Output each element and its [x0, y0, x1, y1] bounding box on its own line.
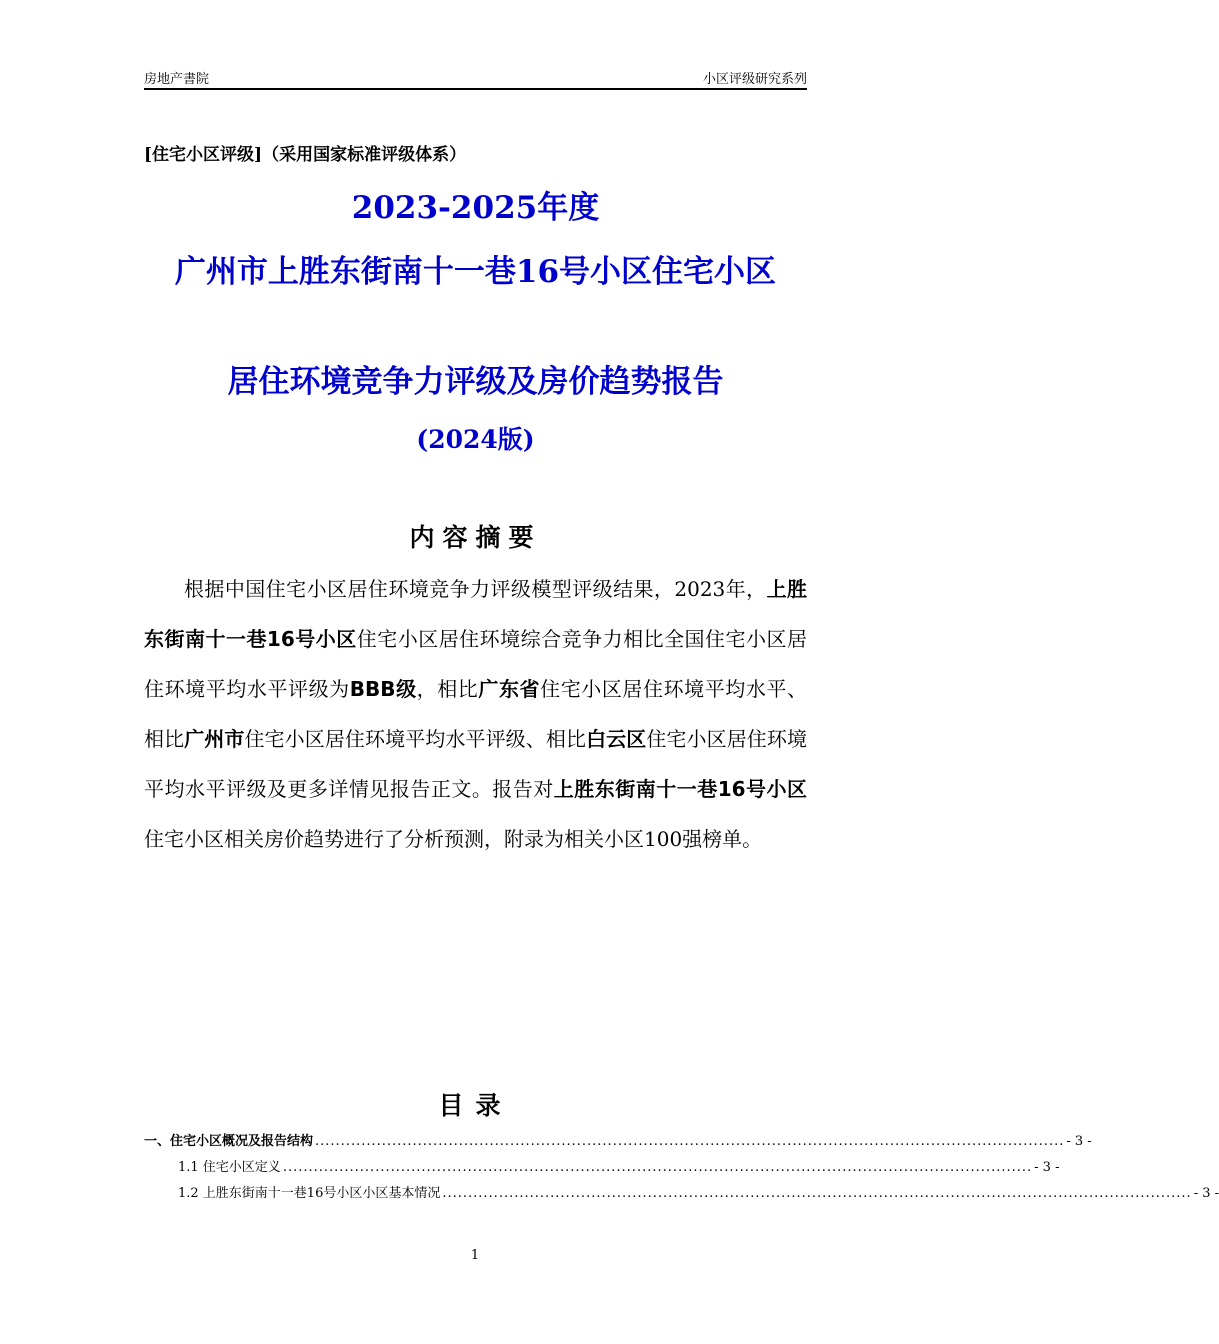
abstract-text: 住宅小区居住环境平均水平评级及更多详情见报告正文。报告对: [144, 727, 807, 801]
abstract-text: 住宅小区居住环境综合竞争力相比全国住宅小区居住环境平均水平评级为: [144, 627, 808, 701]
page-header: [144, 66, 807, 88]
toc-entry[interactable]: [144, 1130, 1092, 1156]
toc-leader: ..................................................................................................................................................: [442, 1186, 1192, 1201]
rating-grade: BBB级: [349, 677, 417, 701]
toc-entry-label: 1.2 上胜东街南十一巷16号小区小区基本情况: [178, 1186, 441, 1201]
abstract-highlight: 上胜东街南十一巷16号小区: [553, 777, 807, 801]
abstract-text: 根据中国住宅小区居住环境竞争力评级模型评级结果，2023年，: [184, 577, 767, 601]
report-category-tag: [住宅小区评级]（采用国家标准评级体系）: [144, 145, 467, 165]
toc-entry[interactable]: [144, 1156, 1060, 1182]
toc-entry-label: 一、住宅小区概况及报告结构: [144, 1134, 314, 1149]
table-of-contents: [144, 1130, 1219, 1208]
abstract-text: 住宅小区居住环境平均水平评级、相比: [244, 727, 587, 751]
abstract-text: 住宅小区居住环境平均水平、相比: [144, 677, 808, 751]
toc-entry[interactable]: [144, 1182, 1219, 1208]
toc-leader: ..................................................................................................................................................: [282, 1160, 1033, 1175]
toc-entry-label: 1.1 住宅小区定义: [178, 1160, 281, 1175]
publisher-name: 房地产書院: [144, 72, 210, 87]
abstract-highlight: 广东省: [478, 677, 541, 701]
report-title-edition: (2024版): [416, 425, 535, 454]
toc-leader: ..................................................................................................................................................: [315, 1134, 1065, 1149]
abstract-body: [144, 564, 807, 864]
abstract-highlight: 白云区: [586, 727, 647, 751]
abstract-text: ，相比: [416, 677, 479, 701]
report-title-topic: 居住环境竞争力评级及房价趋势报告: [227, 364, 724, 400]
abstract-highlight: 广州市: [184, 727, 245, 751]
toc-entry-page: - 3 -: [1193, 1186, 1219, 1201]
abstract-text: 住宅小区相关房价趋势进行了分析预测，附录为相关小区100强榜单。: [144, 827, 763, 851]
report-title-subject: 广州市上胜东街南十一巷16号小区住宅小区: [174, 254, 777, 290]
series-name: 小区评级研究系列: [702, 72, 807, 87]
abstract-heading: 内容摘要: [409, 523, 542, 552]
toc-entry-page: - 3 -: [1066, 1134, 1092, 1149]
header-divider: [144, 88, 807, 90]
report-title-year: 2023-2025年度: [351, 190, 600, 226]
abstract-paragraph: [144, 564, 807, 864]
toc-entry-page: - 3 -: [1034, 1160, 1060, 1175]
page-number: 1: [470, 1248, 480, 1263]
toc-heading: 目录: [438, 1091, 513, 1120]
abstract-highlight: 上胜东街南十一巷16号小区: [144, 577, 807, 651]
